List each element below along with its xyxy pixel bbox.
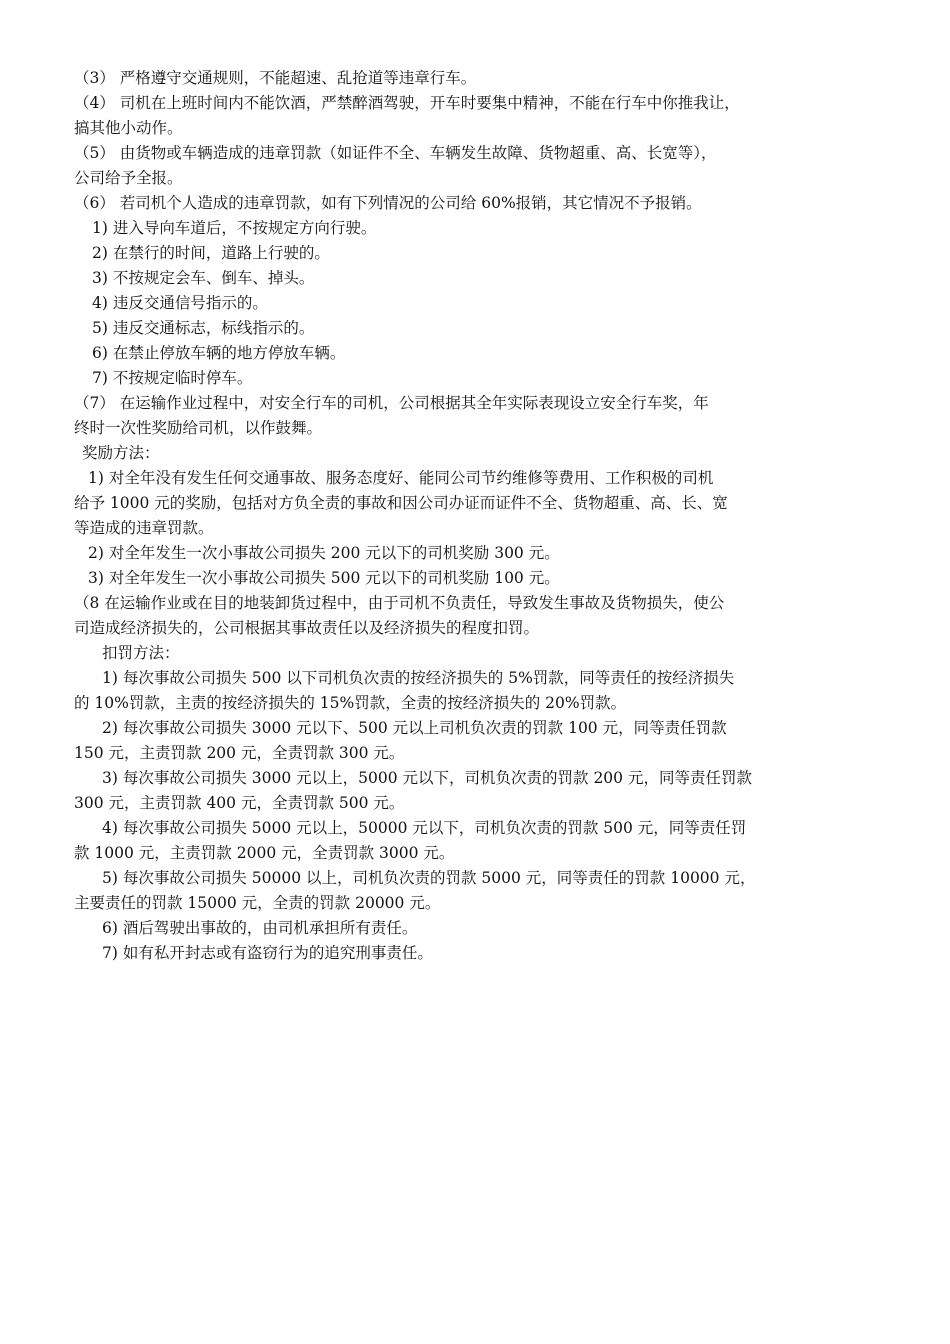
text-line: 扣罚方法： [102, 644, 180, 662]
text-line: 1) 对全年没有发生任何交通事故、服务态度好、能同公司节约维修等费用、工作积极的司机 [88, 469, 714, 487]
text-line: 4) 每次事故公司损失 5000 元以上，50000 元以下，司机负次责的罚款 500 元，同等责任罚 [102, 819, 747, 837]
text-line: 给予 1000 元的奖励，包括对方负全责的事故和因公司办证而证件不全、货物超重、高、长、宽 [74, 494, 728, 512]
text-line: 150 元，主责罚款 200 元，全责罚款 300 元。 [74, 744, 405, 762]
text-line: （3） 严格遵守交通规则，不能超速、乱抢道等违章行车。 [74, 69, 477, 87]
text-line: 终时一次性奖励给司机，以作鼓舞。 [74, 419, 323, 437]
text-line: 司造成经济损失的，公司根据其事故责任以及经济损失的程度扣罚。 [74, 619, 540, 637]
text-line: 3) 每次事故公司损失 3000 元以上，5000 元以下，司机负次责的罚款 200 元，同等责任罚款 [102, 769, 752, 787]
text-line: 等造成的违章罚款。 [74, 519, 214, 537]
text-line: 2) 对全年发生一次小事故公司损失 200 元以下的司机奖励 300 元。 [88, 544, 560, 562]
text-line: （6） 若司机个人造成的违章罚款，如有下列情况的公司给 60%报销，其它情况不予报销。 [74, 194, 702, 212]
text-line: 1) 每次事故公司损失 500 以下司机负次责的按经济损失的 5%罚款，同等责任的按经济损失 [102, 669, 735, 687]
text-line: 7) 不按规定临时停车。 [92, 369, 253, 387]
text-line: （7） 在运输作业过程中，对安全行车的司机，公司根据其全年实际表现设立安全行车奖，年 [74, 394, 709, 412]
text-line: 2) 每次事故公司损失 3000 元以下、500 元以上司机负次责的罚款 100 元，同等责任罚款 [102, 719, 727, 737]
text-line: 3) 不按规定会车、倒车、掉头。 [92, 269, 315, 287]
text-line: （5） 由货物或车辆造成的违章罚款（如证件不全、车辆发生故障、货物超重、高、长宽等）， [74, 144, 717, 162]
text-line: 公司给予全报。 [74, 169, 183, 187]
text-line: 5) 违反交通标志，标线指示的。 [92, 319, 315, 337]
text-line: 3) 对全年发生一次小事故公司损失 500 元以下的司机奖励 100 元。 [88, 569, 560, 587]
text-line: 300 元，主责罚款 400 元，全责罚款 500 元。 [74, 794, 405, 812]
text-line: 款 1000 元，主责罚款 2000 元，全责罚款 3000 元。 [74, 844, 455, 862]
text-line: 奖励方法： [82, 444, 160, 462]
text-line: 4) 违反交通信号指示的。 [92, 294, 268, 312]
text-line: 1) 进入导向车道后，不按规定方向行驶。 [92, 219, 377, 237]
text-line: （8 在运输作业或在目的地装卸货过程中，由于司机不负责任，导致发生事故及货物损失，使公 [74, 594, 725, 612]
text-line: 搞其他小动作。 [74, 119, 183, 137]
text-line: （4） 司机在上班时间内不能饮酒，严禁醉酒驾驶，开车时要集中精神，不能在行车中你推我让， [74, 94, 740, 112]
text-line: 6) 在禁止停放车辆的地方停放车辆。 [92, 344, 346, 362]
text-line: 7) 如有私开封志或有盗窃行为的追究刑事责任。 [102, 944, 433, 962]
text-line: 的 10%罚款，主责的按经济损失的 15%罚款，全责的按经济损失的 20%罚款。 [74, 694, 627, 712]
text-line: 6) 酒后驾驶出事故的，由司机承担所有责任。 [102, 919, 418, 937]
text-line: 2) 在禁行的时间，道路上行驶的。 [92, 244, 330, 262]
text-line: 5) 每次事故公司损失 50000 以上，司机负次责的罚款 5000 元，同等责任的罚款 10000 元， [102, 869, 756, 887]
document-body [74, 66, 889, 966]
text-line: 主要责任的罚款 15000 元，全责的罚款 20000 元。 [74, 894, 441, 912]
